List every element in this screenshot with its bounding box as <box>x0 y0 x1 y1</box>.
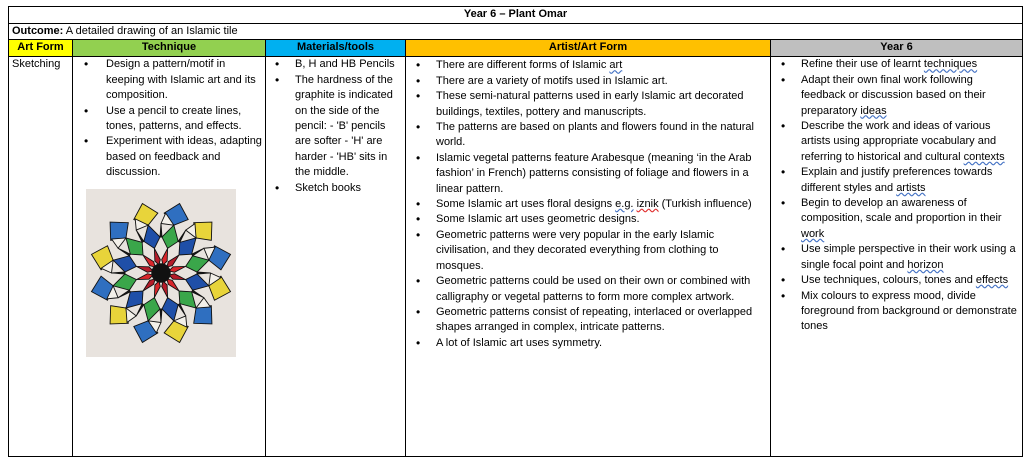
list-item <box>774 196 1019 242</box>
outcome-row <box>9 24 1023 40</box>
year6-text: Explain and justify preferences towards different styles and <box>801 166 993 194</box>
list-item <box>774 73 1019 119</box>
iznik-word: iznik <box>636 198 659 211</box>
year6-text: Describe the work and ideas of various artists using appropriate vocabulary and referring to historical and cultural <box>801 120 997 163</box>
year6-text: Use simple perspective in their work using a single focal point and <box>801 243 1016 271</box>
artist-text: Some Islamic art uses floral designs <box>436 198 616 211</box>
list-item: • Use a pencil to create lines, tones, patterns, and effects. <box>76 104 262 135</box>
materials-list <box>269 57 402 196</box>
header-row <box>9 40 1023 57</box>
technique-cell <box>73 57 266 457</box>
list-item: • Geometric patterns consist of repeating, interlaced or overlapped shapes arranged in complex, intricate patterns. <box>409 305 767 336</box>
artist-text: (Turkish influence) <box>658 198 752 211</box>
content-row <box>9 57 1023 457</box>
list-item <box>774 119 1019 165</box>
year6-list <box>774 57 1019 334</box>
list-item <box>774 165 1019 196</box>
list-item: • The hardness of the graphite is indicated on the side of the pencil: - 'B' pencils are softer - 'H' are harder - 'HB' sits in the middle. <box>269 73 402 181</box>
list-item <box>774 242 1019 273</box>
lesson-plan-page <box>8 6 1022 457</box>
artist-cell <box>406 57 771 457</box>
list-item: • There are a variety of motifs used in Islamic art. <box>409 74 767 89</box>
materials-cell <box>266 57 406 457</box>
outcome-cell <box>9 24 1023 40</box>
list-item: • The patterns are based on plants and flowers found in the natural world. <box>409 120 767 151</box>
title-row <box>9 7 1023 24</box>
year6-text: Use techniques, colours, tones and <box>801 274 976 287</box>
artist-list <box>409 58 767 351</box>
header-artist: Artist/Art Form <box>406 40 771 57</box>
list-item: • Design a pattern/motif in keeping with Islamic art and its composition. <box>76 57 262 103</box>
lesson-plan-table <box>8 6 1023 457</box>
art-form-value: Sketching <box>12 58 61 71</box>
list-item: • Geometric patterns could be used on their own or combined with calligraphy or vegetal patterns to form more complex artwork. <box>409 274 767 305</box>
art-link-word: art <box>609 59 623 72</box>
year6-cell <box>771 57 1023 457</box>
contexts-word: contexts <box>963 150 1005 163</box>
header-art-form: Art Form <box>9 40 73 57</box>
list-item: • Mix colours to express mood, divide foreground from background or demonstrate tones <box>774 289 1019 335</box>
header-year: Year 6 <box>771 40 1023 57</box>
year6-text: Begin to develop an awareness of composition, scale and proportion in their <box>801 197 1002 225</box>
list-item <box>409 197 767 212</box>
art-form-cell <box>9 57 73 457</box>
eg-word: e.g. <box>615 198 634 211</box>
technique-list <box>76 57 262 180</box>
work-word: work <box>801 227 825 240</box>
horizon-word: horizon <box>907 258 944 271</box>
list-item <box>774 273 1019 288</box>
outcome-text: A detailed drawing of an Islamic tile <box>63 25 238 37</box>
artist-text: There are different forms of Islamic <box>436 59 610 72</box>
outcome-label: Outcome: <box>12 25 64 37</box>
list-item: • Experiment with ideas, adapting based on feedback and discussion. <box>76 134 262 180</box>
effects-word: effects <box>975 274 1009 287</box>
page-title: Year 6 – Plant Omar <box>9 7 1023 24</box>
list-item: • A lot of Islamic art uses symmetry. <box>409 336 767 351</box>
list-item: • Sketch books <box>269 181 402 196</box>
year6-text: Refine their use of learnt <box>801 58 924 71</box>
list-item <box>409 58 767 73</box>
islamic-tile-drawing <box>86 189 236 357</box>
list-item: • Some Islamic art uses geometric designs. <box>409 212 767 227</box>
list-item: • Islamic vegetal patterns feature Arabesque (meaning ‘in the Arab fashion’ in French) patterns consisting of foliage and flowers in a linear pattern. <box>409 151 767 197</box>
ideas-word: ideas <box>860 104 887 117</box>
list-item: • Geometric patterns were very popular in the early Islamic civilisation, and they decorated everything from clothing to mosques. <box>409 228 767 274</box>
list-item <box>774 57 1019 72</box>
list-item: • B, H and HB Pencils <box>269 57 402 72</box>
artists-word: artists <box>896 181 926 194</box>
header-materials: Materials/tools <box>266 40 406 57</box>
header-technique: Technique <box>73 40 266 57</box>
year6-text: Adapt their own final work following feedback or discussion based on their preparatory <box>801 73 986 117</box>
techniques-word: techniques <box>923 58 978 71</box>
list-item: • These semi-natural patterns used in early Islamic art decorated buildings, textiles, pottery and manuscripts. <box>409 89 767 120</box>
